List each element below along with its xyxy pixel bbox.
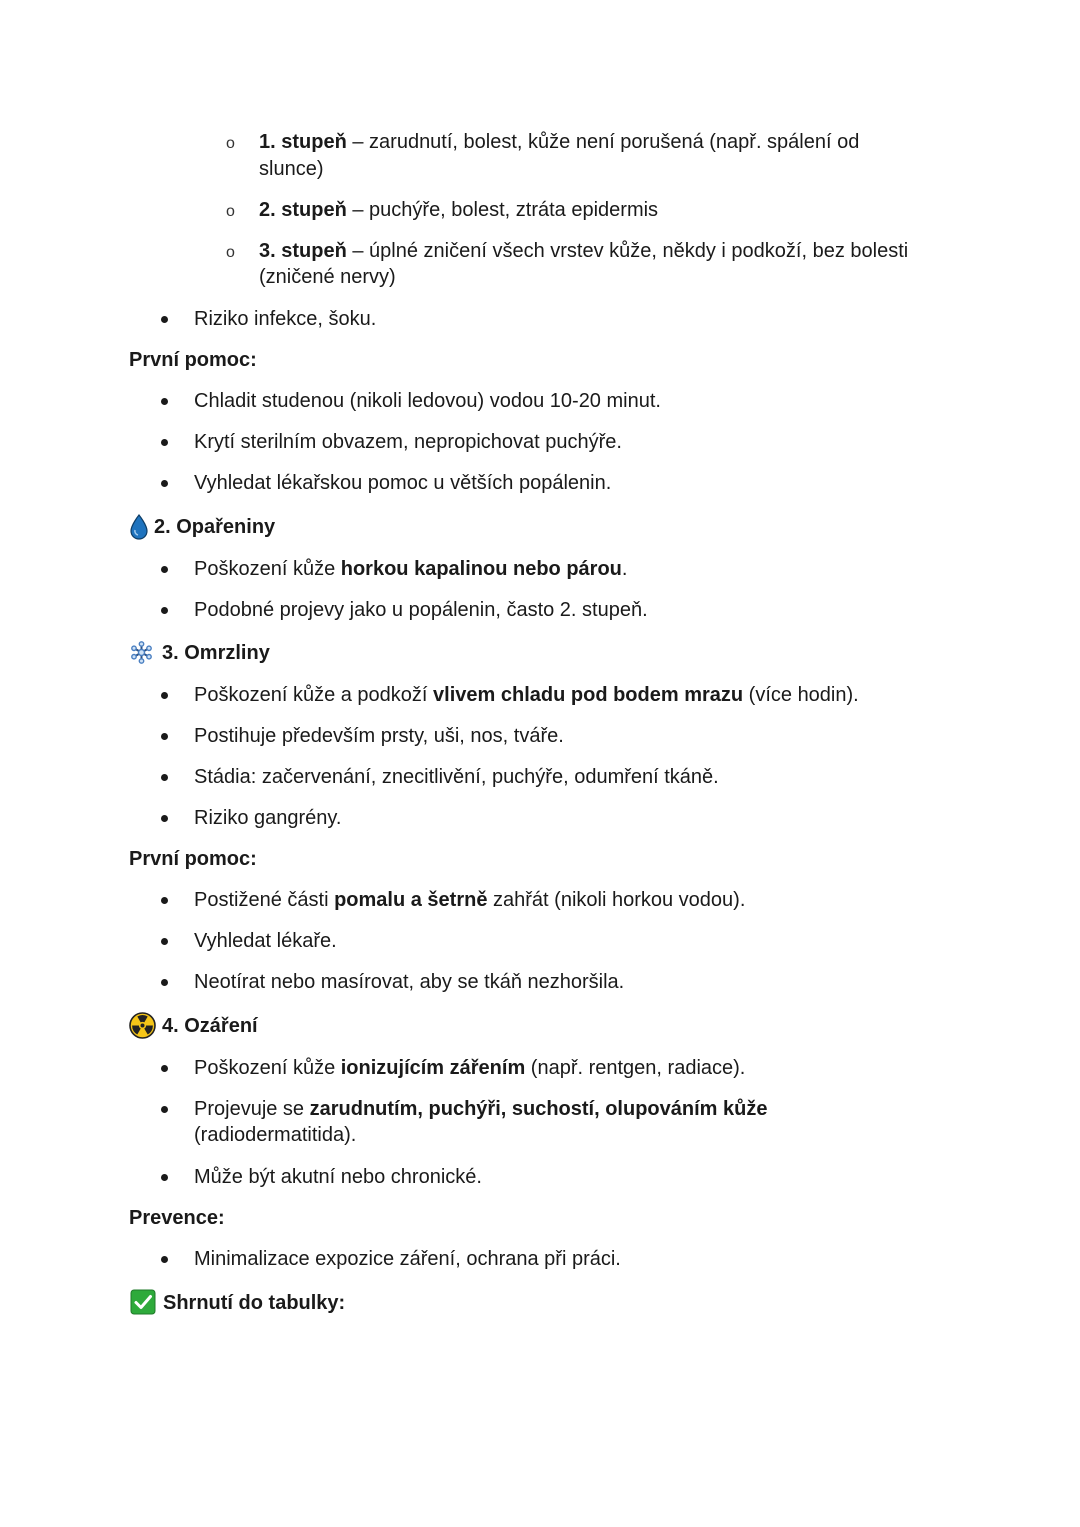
degree-item-1 (259, 129, 859, 155)
text: Poškození kůže a podkoží (194, 684, 434, 706)
first-aid-heading: První pomoc: (129, 349, 257, 371)
degree-label: 1. stupeň (259, 131, 347, 153)
radiation-item (194, 1055, 745, 1081)
first-aid-item: Vyhledat lékařskou pomoc u větších popálenin. (194, 472, 612, 494)
bold-text: zarudnutím, puchýři, suchostí, olupováním kůže (309, 1098, 768, 1120)
section-title-frostbite: 3. Omrzliny (162, 642, 270, 664)
degree-text: – úplné zničení všech vrstev kůže, někdy i podkoží, bez bolesti (346, 240, 909, 262)
bullet-dot (161, 607, 168, 614)
radioactive-icon (129, 1012, 156, 1039)
degree-label: 2. stupeň (259, 199, 347, 221)
bullet-dot (161, 566, 168, 573)
frostbite-item (194, 682, 859, 708)
prevention-item: Minimalizace expozice záření, ochrana při práci. (194, 1248, 621, 1270)
summary-title: Shrnutí do tabulky: (163, 1292, 346, 1314)
bold-text: pomalu a šetrně (334, 889, 488, 911)
text: (více hodin). (743, 684, 859, 706)
degree-label: 3. stupeň (259, 240, 347, 262)
bullet-dot (161, 897, 168, 904)
first-aid-item: Krytí sterilním obvazem, nepropichovat puchýře. (194, 431, 622, 453)
prevention-heading: Prevence: (129, 1207, 225, 1229)
degree-item-1-cont: slunce) (259, 158, 324, 180)
bullet-dot (161, 815, 168, 822)
bullet-dot (161, 316, 168, 323)
frostbite-item: Stádia: začervenání, znecitlivění, puchýře, odumření tkáně. (194, 766, 719, 788)
bullet-dot (161, 979, 168, 986)
radiation-item (194, 1096, 767, 1122)
first-aid-item: Vyhledat lékaře. (194, 930, 337, 952)
text: . (621, 558, 628, 580)
section-title-radiation: 4. Ozáření (162, 1015, 258, 1037)
text: Poškození kůže (194, 558, 341, 580)
bullet-dot (161, 733, 168, 740)
text: Poškození kůže (194, 1057, 341, 1079)
bullet-dot (161, 1256, 168, 1263)
sub-bullet: o (226, 203, 235, 220)
bullet-dot (161, 480, 168, 487)
scalds-item: Podobné projevy jako u popálenin, často 2. stupeň. (194, 599, 648, 621)
bullet-dot (161, 938, 168, 945)
section-title-scalds: 2. Opařeniny (154, 516, 276, 538)
degree-text: – puchýře, bolest, ztráta epidermis (346, 199, 659, 221)
first-aid-item (194, 887, 745, 913)
first-aid-heading: První pomoc: (129, 848, 257, 870)
text: (např. rentgen, radiace). (525, 1057, 746, 1079)
bullet-dot (161, 1174, 168, 1181)
bullet-dot (161, 774, 168, 781)
bullet-dot (161, 1065, 168, 1072)
radiation-item: Může být akutní nebo chronické. (194, 1166, 482, 1188)
text: Postižené části (194, 889, 335, 911)
degree-text: – zarudnutí, bolest, kůže není porušená (např. spálení od (346, 131, 860, 153)
first-aid-item: Neotírat nebo masírovat, aby se tkáň nezhoršila. (194, 971, 625, 993)
scalds-item (194, 556, 627, 582)
snowflake-icon (129, 640, 154, 665)
radiation-item-cont: (radiodermatitida). (194, 1124, 357, 1146)
degree-item-3 (259, 238, 908, 264)
check-mark-icon (130, 1289, 156, 1315)
bold-text: ionizujícím zářením (340, 1057, 526, 1079)
frostbite-item: Postihuje především prsty, uši, nos, tváře. (194, 725, 564, 747)
bullet-dot (161, 1106, 168, 1113)
bullet-dot (161, 398, 168, 405)
bullet-dot (161, 692, 168, 699)
frostbite-item: Riziko gangrény. (194, 807, 342, 829)
water-drop-icon (129, 513, 149, 541)
bullet-dot (161, 439, 168, 446)
text: zahřát (nikoli horkou vodou). (487, 889, 746, 911)
text: Projevuje se (194, 1098, 310, 1120)
degree-item-2 (259, 197, 658, 223)
degree-item-3-cont: (zničené nervy) (259, 266, 396, 288)
bold-text: vlivem chladu pod bodem mrazu (433, 684, 744, 706)
sub-bullet: o (226, 244, 235, 261)
sub-bullet: o (226, 135, 235, 152)
bold-text: horkou kapalinou nebo párou (340, 558, 622, 580)
first-aid-item: Chladit studenou (nikoli ledovou) vodou 10-20 minut. (194, 390, 661, 412)
burns-risk: Riziko infekce, šoku. (194, 308, 377, 330)
